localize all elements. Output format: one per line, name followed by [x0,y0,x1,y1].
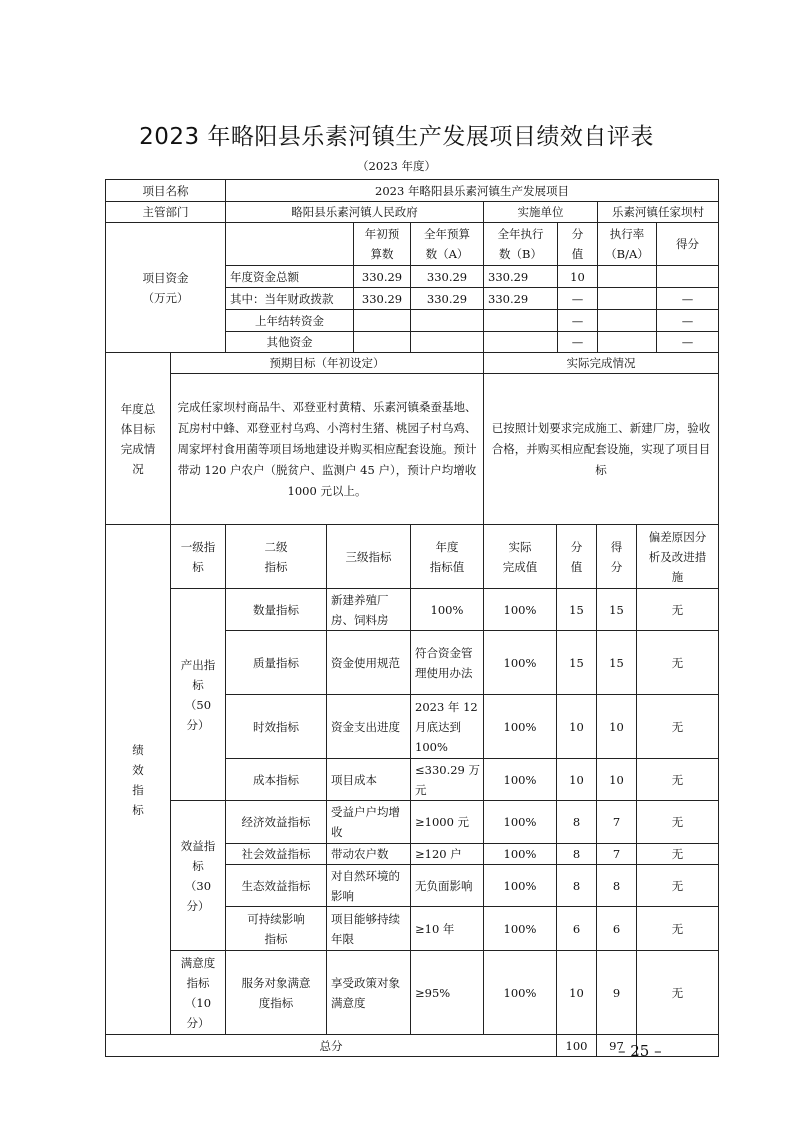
indicator-level2 [225,864,327,907]
indicator-note [636,950,719,1035]
performance-column-header-text: 偏差原因分 析及改进措 施 [648,529,707,584]
total-label [105,1034,557,1057]
indicator-actual [483,694,557,759]
funds-row-name-text: 其中：当年财政拨款 [230,291,334,306]
indicator-weight-text: 10 [569,772,584,787]
funds-row-name [225,331,354,353]
funds-row-exec [483,265,558,288]
document-title: 2023 年略阳县乐素河镇生产发展项目绩效自评表 [139,124,654,150]
indicator-target [410,800,484,844]
indicator-weight [556,588,597,631]
impl-label-text: 实施单位 [517,205,564,219]
level1-indicator [170,800,226,951]
indicator-note-text: 无 [671,878,684,893]
indicator-note [636,694,719,759]
goals-expected-text [170,373,484,525]
indicator-actual [483,843,557,865]
indicator-target-text: ≥95% [415,985,451,1000]
funds-column-header [410,222,484,266]
indicator-level2 [225,843,327,865]
project-name-value-text: 2023 年略阳县乐素河镇生产发展项目 [375,183,569,198]
indicator-level2 [225,758,327,801]
performance-column-header-text: 分 值 [570,539,583,574]
indicator-score [596,694,637,759]
funds-column-header-text: 全年预算 数（A） [424,227,470,261]
funds-row-weight [557,265,598,288]
funds-row-budget-text: 330.29 [426,291,468,306]
indicator-actual-text: 100% [503,655,537,670]
indicator-score [596,800,637,844]
funds-row-initial [353,331,411,353]
funds-row-weight [557,331,598,353]
indicator-note-text: 无 [671,655,684,670]
funds-row-budget [410,265,484,288]
indicator-actual-text: 100% [503,921,537,936]
performance-column-header-text: 实际 完成值 [502,539,538,574]
indicator-target-text: 100% [430,602,464,617]
funds-row-weight-text: — [571,291,584,306]
indicator-level2 [225,588,327,631]
indicator-weight [556,758,597,801]
indicator-actual [483,758,557,801]
funds-row-exec-text: 330.29 [488,269,529,284]
indicator-level2-text: 社会效益指标 [241,847,311,861]
funds-row-rate [597,265,657,288]
indicator-weight-text: 10 [569,985,584,1000]
indicator-score [596,950,637,1035]
funds-column-header-text: 执行率 （B/A） [605,227,649,261]
funds-row-score [656,265,719,288]
performance-column-header [636,524,719,589]
indicator-score-text: 10 [609,772,624,787]
funds-column-header-text: 分 值 [571,227,584,261]
indicator-score-text: 15 [609,655,624,670]
funds-row-weight-text: 10 [570,269,585,284]
indicator-note [636,630,719,695]
total-label-text: 总分 [319,1038,343,1053]
funds-column-header-text: 得分 [676,237,699,251]
indicator-weight [556,800,597,844]
indicator-weight-text: 6 [572,921,581,936]
indicator-level2-text: 服务对象满意 度指标 [241,975,311,1010]
funds-row-initial-text: 330.29 [361,291,403,306]
indicator-level3-text: 带动农户数 [331,847,389,861]
funds-row-name-text: 其他资金 [266,335,313,349]
indicator-level3 [326,950,411,1035]
goals-expected-text-text: 完成任家坝村商品牛、邓登亚村黄精、乐素河镇桑蚕基地、瓦房村中蜂、邓登亚村乌鸡、小湾村生猪、桃园子村乌鸡、周家坪村食用菌等项目场地建设并购买相应配套设施。预计带动 120 户农户（脱贫户、监测户 45 户），预计户均增收 1000 元以上。 [177,399,477,498]
goals-label [105,352,171,525]
funds-row-budget [410,287,484,310]
indicator-actual [483,588,557,631]
indicator-actual [483,864,557,907]
funds-row-score-text: — [681,335,694,349]
goals-label-text: 年度总 体目标 完成情 况 [120,401,156,476]
indicator-actual [483,630,557,695]
indicator-level3-text: 项目成本 [331,772,377,787]
performance-column-header [326,524,411,589]
project-name-value [225,179,719,202]
performance-column-header [170,524,226,589]
indicator-weight [556,694,597,759]
indicator-weight-text: 8 [572,878,581,893]
level1-indicator [170,588,226,801]
impl-label [483,201,598,223]
funds-row-weight-text: — [571,335,584,349]
indicator-level2-text: 经济效益指标 [241,815,311,829]
project-name-label-text: 项目名称 [142,183,189,198]
indicator-actual-text: 100% [503,719,537,734]
level1-indicator [170,950,226,1035]
funds-row-name [225,265,354,288]
dept-value [225,201,484,223]
indicator-target-text: 2023 年 12 月底达到 100% [415,699,478,754]
indicator-actual-text: 100% [503,985,537,1000]
indicator-score-text: 7 [612,847,621,861]
total-score-text: 97 [609,1038,624,1053]
indicator-target-text: ≥10 年 [415,921,455,936]
indicator-note-text: 无 [671,719,684,734]
indicator-target [410,843,484,865]
goals-expected-header [170,352,484,374]
funds-column-header [656,222,719,266]
indicator-weight-text: 15 [569,602,584,617]
indicator-weight [556,864,597,907]
funds-row-budget-text: 330.29 [426,269,468,284]
indicator-actual [483,950,557,1035]
indicator-weight [556,950,597,1035]
indicator-weight [556,843,597,865]
funds-column-header [353,222,411,266]
funds-row-rate [597,309,657,332]
indicator-level3 [326,694,411,759]
funds-row-exec [483,309,558,332]
indicator-target [410,864,484,907]
page-number: – 25 – [618,1042,662,1060]
indicator-level2-text: 质量指标 [253,655,299,670]
indicator-actual [483,906,557,951]
indicator-target-text: ≤330.29 万元 [415,762,481,797]
dept-label-text: 主管部门 [142,205,189,219]
funds-row-initial-text: 330.29 [361,269,403,284]
goals-actual-text-text: 已按照计划要求完成施工、新建厂房，验收合格，并购买相应配套设施，实现了项目目标 [491,420,711,477]
dept-value-text: 略阳县乐素河镇人民政府 [291,205,418,219]
indicator-score [596,864,637,907]
funds-row-initial [353,287,411,310]
level1-indicator-text: 产出指 标 （50 分） [180,657,216,732]
indicator-level2-text: 可持续影响 指标 [247,911,305,946]
indicator-level3 [326,800,411,844]
performance-column-header-text: 一级指 标 [180,539,216,574]
indicator-target-text: 无负面影响 [415,878,473,893]
goals-actual-header [483,352,719,374]
funds-row-budget [410,309,484,332]
performance-column-header-text: 得 分 [610,539,623,574]
funds-row-name-text: 年度资金总额 [230,269,299,284]
indicator-level3-text: 受益户户均增收 [331,805,400,839]
funds-row-score-text: — [681,313,694,328]
indicator-target-text: 符合资金管理使用办法 [415,645,473,680]
indicator-note-text: 无 [671,921,684,936]
indicator-level3 [326,906,411,951]
indicator-weight-text: 8 [572,815,581,829]
funds-row-weight [557,287,598,310]
level1-indicator-text: 效益指 标 （30 分） [180,838,216,913]
performance-column-header [410,524,484,589]
indicator-weight-text: 15 [569,655,584,670]
indicator-weight-text: 10 [569,719,584,734]
indicator-score-text: 6 [612,921,621,936]
indicator-level3 [326,630,411,695]
indicator-level3-text: 项目能够持续年限 [331,911,400,946]
project-name-label [105,179,226,202]
funds-column-header-text: 全年执行 数（B） [497,227,544,261]
indicator-weight-text: 8 [572,847,581,861]
indicator-level3 [326,588,411,631]
indicator-actual-text: 100% [503,815,537,829]
goals-actual-text [483,373,719,525]
indicator-note-text: 无 [671,602,684,617]
performance-column-header [596,524,637,589]
indicator-target [410,588,484,631]
indicator-level2-text: 成本指标 [253,772,299,787]
indicator-level2 [225,906,327,951]
total-weight [556,1034,597,1057]
funds-row-budget [410,331,484,353]
document-subtitle: （2023 年度） [357,159,436,173]
funds-row-score [656,309,719,332]
indicator-target [410,630,484,695]
indicator-actual-text: 100% [503,602,537,617]
indicator-score [596,843,637,865]
performance-column-header [483,524,557,589]
indicator-level3 [326,864,411,907]
indicator-actual [483,800,557,844]
indicator-score-text: 10 [609,719,624,734]
funds-row-score [656,287,719,310]
funds-label-text: 项目资金 （万元） [142,270,189,305]
level1-indicator-text: 满意度 指标 （10 分） [180,955,216,1030]
indicator-level2-text: 生态效益指标 [241,878,311,893]
indicator-target-text: ≥120 户 [415,847,462,861]
funds-row-initial [353,265,411,288]
goals-expected-header-text: 预期目标（年初设定） [269,356,385,370]
indicator-level3 [326,758,411,801]
performance-column-header-text: 二级 指标 [264,539,288,574]
indicator-actual-text: 100% [503,847,537,861]
funds-row-score [656,331,719,353]
performance-column-header [556,524,597,589]
performance-column-header-text: 三级指标 [345,549,392,564]
indicator-note-text: 无 [671,772,684,787]
indicator-target [410,758,484,801]
funds-row-rate [597,331,657,353]
indicator-level3 [326,843,411,865]
indicator-note-text: 无 [671,815,684,829]
indicator-weight [556,630,597,695]
funds-column-header [557,222,598,266]
funds-column-header-text: 年初预 算数 [364,227,400,261]
funds-column-header [597,222,657,266]
funds-header-blank [225,222,354,266]
indicator-score-text: 15 [609,602,624,617]
indicator-score [596,588,637,631]
indicator-level3-text: 新建养殖厂房、饲料房 [331,592,389,627]
indicator-score-text: 7 [612,815,621,829]
indicator-target [410,694,484,759]
indicator-actual-text: 100% [503,878,537,893]
indicator-level3-text: 对自然环境的影响 [331,868,400,903]
performance-label [105,524,171,1035]
funds-row-name-text: 上年结转资金 [255,313,324,328]
indicator-level2 [225,630,327,695]
dept-label [105,201,226,223]
indicator-score [596,630,637,695]
funds-row-initial [353,309,411,332]
indicator-note-text: 无 [671,985,684,1000]
funds-row-rate [597,287,657,310]
indicator-note-text: 无 [671,847,684,861]
indicator-level3-text: 资金支出进度 [331,719,400,734]
funds-row-name [225,287,354,310]
goals-actual-header-text: 实际完成情况 [566,356,636,370]
indicator-note [636,800,719,844]
performance-column-header-text: 年度 指标值 [429,539,465,574]
indicator-level2 [225,694,327,759]
funds-row-score-text: — [681,291,694,306]
indicator-note [636,843,719,865]
funds-row-exec [483,331,558,353]
performance-label-text: 绩 效 指 标 [132,742,144,817]
indicator-note [636,906,719,951]
funds-row-name [225,309,354,332]
funds-row-exec-text: 330.29 [488,291,529,306]
funds-row-weight-text: — [571,313,584,328]
indicator-actual-text: 100% [503,772,537,787]
impl-value [597,201,719,223]
indicator-target [410,906,484,951]
impl-value-text: 乐素河镇任家坝村 [612,205,704,219]
indicator-level3-text: 资金使用规范 [331,655,400,670]
performance-column-header [225,524,327,589]
indicator-note [636,864,719,907]
indicator-level2-text: 时效指标 [253,719,299,734]
indicator-score [596,906,637,951]
indicator-level2 [225,800,327,844]
funds-label [105,222,226,353]
indicator-score-text: 8 [612,878,621,893]
indicator-target-text: ≥1000 元 [415,815,470,829]
indicator-weight [556,906,597,951]
indicator-score-text: 9 [612,985,621,1000]
indicator-note [636,588,719,631]
indicator-level3-text: 享受政策对象满意度 [331,975,400,1010]
indicator-level2-text: 数量指标 [253,602,299,617]
indicator-target [410,950,484,1035]
indicator-note [636,758,719,801]
funds-column-header [483,222,558,266]
funds-row-weight [557,309,598,332]
funds-row-exec [483,287,558,310]
indicator-level2 [225,950,327,1035]
indicator-score [596,758,637,801]
total-weight-text: 100 [565,1038,588,1053]
